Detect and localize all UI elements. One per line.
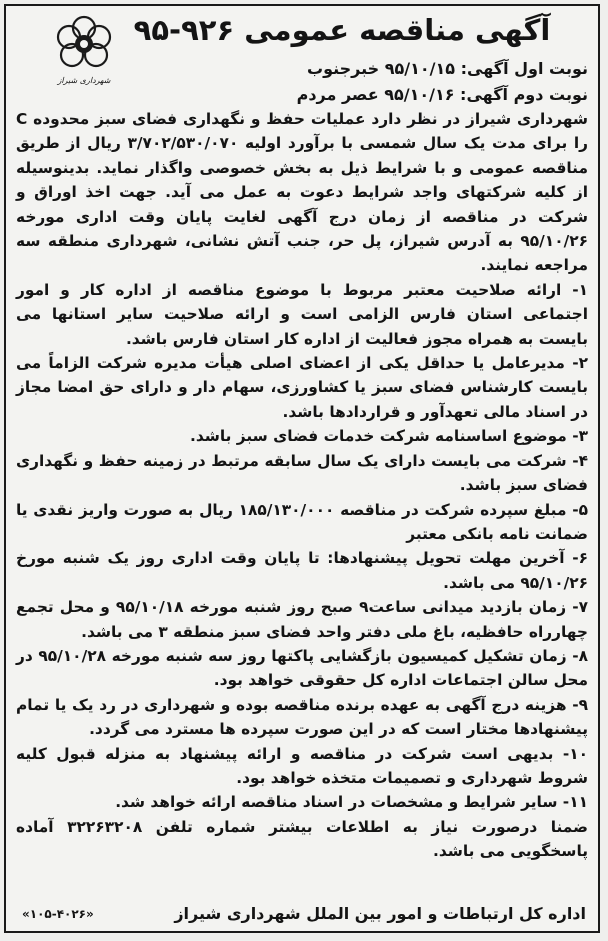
clause-10: ۱۰- بدیهی است شرکت در مناقصه و ارائه پیشنهاد به منزله قبول کلیه شروط شهرداری و تصمیمات متخذه خواهد بود.: [16, 744, 588, 787]
clause-2: ۲- مدیرعامل یا حداقل یکی از اعضای اصلی هیأت مدیره شرکت الزاماً می بایست کارشناس فضای سبز یا کشاورزی، سهام دار و دارای حق امضا مجاز در اسناد مالی تعهدآور و قراردادها باشد.: [16, 354, 588, 421]
clause-11: ۱۱- سایر شرایط و مشخصات در اسناد مناقصه ارائه خواهد شد.: [115, 793, 588, 812]
clause-5: ۵- مبلغ سپرده شرکت در مناقصه ۱۸۵/۱۳۰/۰۰۰ ریال به صورت واریز نقدی یا ضمانت نامه بانکی معتبر: [16, 500, 588, 543]
first-publication: نوبت اول آگهی: ۹۵/۱۰/۱۵ خبرجنوب: [307, 59, 588, 78]
clause-8: ۸- زمان تشکیل کمیسیون بازگشایی پاکتها روز سه شنبه مورخه ۹۵/۱۰/۲۸ در محل سالن اجتماعات اداره کل حقوقی خواهد بود.: [16, 646, 588, 690]
notice-footer: [6, 901, 598, 927]
contact-paragraph: ضمنا درصورت نیاز به اطلاعات بیشتر شماره تلفن ۳۲۲۶۳۲۰۸ آماده پاسخگویی می باشد.: [16, 817, 588, 861]
flower-logo-icon: [46, 14, 122, 76]
footer-organization: اداره کل ارتباطات و امور بین الملل شهرداری شیراز: [174, 904, 586, 923]
notice-header: [6, 6, 598, 112]
clause-6: ۶- آخرین مهلت تحویل پیشنهادها: تا پایان وقت اداری روز یک شنبه مورخ ۹۵/۱۰/۲۶ می باشد.: [16, 549, 588, 592]
clause-7: ۷- زمان بازدید میدانی ساعت۹ صبح روز شنبه مورخه ۹۵/۱۰/۱۸ و محل تجمع چهارراه حافظیه، باغ ملی دفتر واحد فضای سبز منطقه ۳ می باشد.: [16, 598, 588, 641]
notice-title: آگهی مناقصه عمومی ۹۲۶-۹۵: [133, 13, 551, 47]
logo-script-text: شهرداری شیراز: [57, 76, 111, 85]
clause-9: ۹- هزینه درج آگهی به عهده برنده مناقصه بوده و شهرداری در رد یک یا تمام پیشنهادها مختار است که در این صورت سپرده ها مسترد می گردد.: [16, 695, 588, 739]
tender-notice: [4, 4, 600, 933]
footer-code: «۱۰۵-۴۰۲۶»: [22, 907, 94, 921]
shiraz-municipality-logo: [46, 14, 122, 92]
second-publication: نوبت دوم آگهی: ۹۵/۱۰/۱۶ عصر مردم: [296, 85, 588, 104]
clause-1: ۱- ارائه صلاحیت معتبر مربوط با موضوع مناقصه از اداره کار و امور اجتماعی استان فارس الزامی است و ارائه صلاحیت سایر استانها می بایست به همراه مجوز فعالیت از اداره کار استان فارس باشد.: [16, 280, 588, 348]
clause-4: ۴- شرکت می بایست دارای یک سال سابقه مرتبط در زمینه حفظ و نگهداری فضای سبز باشد.: [16, 451, 588, 495]
notice-body: [16, 107, 588, 864]
intro-paragraph: شهرداری شیراز در نظر دارد عملیات حفظ و نگهداری فضای سبز محدوده C را برای مدت یک سال شمسی با برآورد اولیه ۳/۷۰۲/۵۳۰/۰۷۰ ریال از طریق مناقصه عمومی و با شرایط ذیل به بخش خصوصی واگذار نماید. بدینوسیله از کلیه شرکتهای واجد شرایط دعوت به عمل می آید. جهت اخذ اوراق و شرکت در مناقصه از زمان درج آگهی لغایت پایان وقت اداری مورخه ۹۵/۱۰/۲۶ به آدرس شیراز، پل حر، جنب آتش نشانی، شهرداری منطقه سه مراجعه نمایند.: [16, 110, 588, 275]
clause-3: ۳- موضوع اساسنامه شرکت خدمات فضای سبز باشد.: [189, 427, 588, 446]
